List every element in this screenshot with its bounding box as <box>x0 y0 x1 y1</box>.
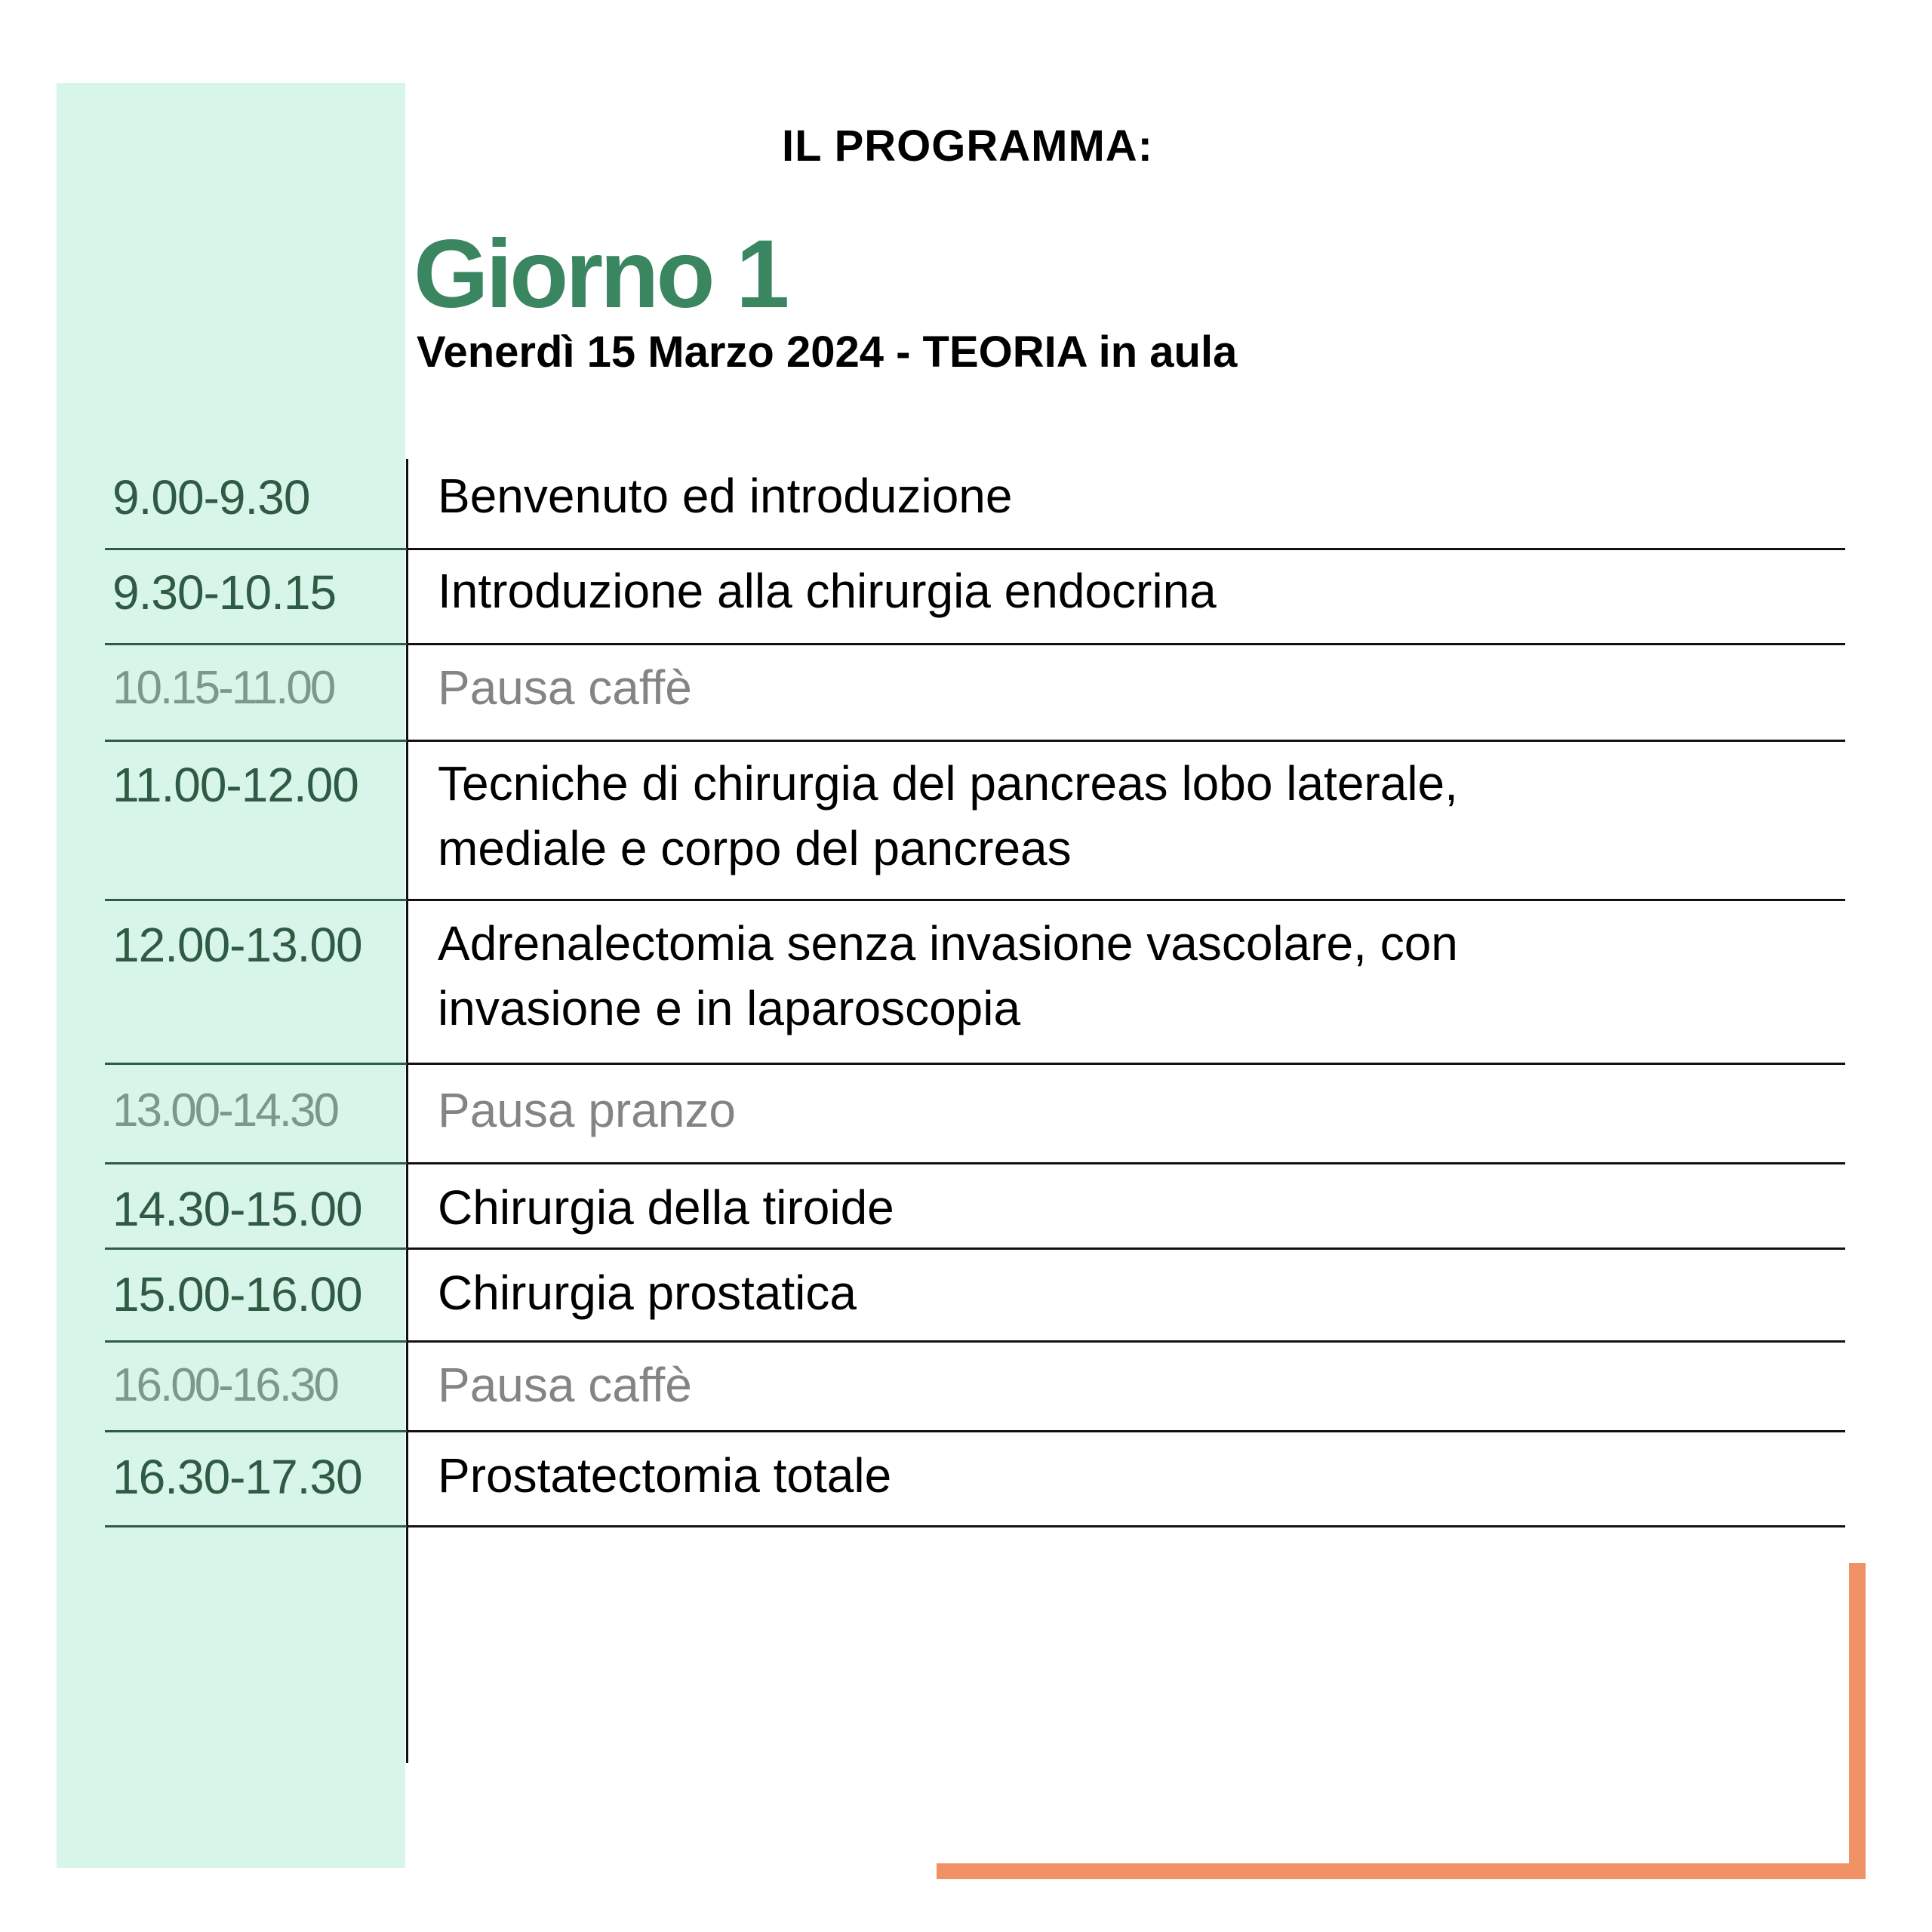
program-heading-text: IL PROGRAMMA: <box>781 122 1153 171</box>
row-divider <box>105 548 1845 550</box>
activity-line2: invasione e in laparoscopia <box>438 981 1021 1035</box>
time-slot: 14.30-15.00 <box>112 1182 362 1236</box>
time-slot: 10.15-11.00 <box>112 662 334 714</box>
day-title: Giorno 1 <box>414 220 787 328</box>
time-slot: 9.00-9.30 <box>112 470 310 525</box>
program-heading <box>0 121 1932 171</box>
time-slot: 16.00-16.30 <box>112 1359 337 1411</box>
activity: Adrenalectomia senza invasione vascolare, con <box>438 916 1458 971</box>
row-divider <box>105 1162 1845 1164</box>
row-divider <box>105 740 1845 742</box>
orange-bracket-horizontal <box>937 1863 1866 1879</box>
day-subtitle: Venerdì 15 Marzo 2024 - TEORIA in aula <box>417 328 1238 377</box>
row-divider <box>105 1525 1845 1527</box>
row-divider <box>105 643 1845 645</box>
time-slot: 15.00-16.00 <box>112 1267 362 1321</box>
row-divider <box>105 1063 1845 1065</box>
activity: Chirurgia della tiroide <box>438 1180 894 1235</box>
time-slot: 16.30-17.30 <box>112 1450 362 1504</box>
activity: Tecniche di chirurgia del pancreas lobo laterale, <box>438 756 1458 811</box>
green-side-panel <box>57 83 405 1868</box>
activity: Pausa caffè <box>438 660 692 715</box>
orange-bracket-vertical <box>1849 1563 1866 1879</box>
activity-line2: mediale e corpo del pancreas <box>438 821 1072 875</box>
column-divider <box>406 459 408 1763</box>
activity: Pausa pranzo <box>438 1083 736 1137</box>
time-slot: 9.30-10.15 <box>112 565 337 620</box>
time-slot: 12.00-13.00 <box>112 918 362 972</box>
activity: Introduzione alla chirurgia endocrina <box>438 564 1217 618</box>
time-slot: 11.00-12.00 <box>112 758 358 812</box>
activity: Benvenuto ed introduzione <box>438 469 1013 523</box>
row-divider <box>105 1247 1845 1250</box>
row-divider <box>105 1340 1845 1343</box>
activity: Prostatectomia totale <box>438 1448 892 1503</box>
activity: Chirurgia prostatica <box>438 1266 857 1320</box>
row-divider <box>105 899 1845 901</box>
time-slot: 13.00-14.30 <box>112 1084 337 1137</box>
activity: Pausa caffè <box>438 1358 692 1412</box>
row-divider <box>105 1430 1845 1432</box>
